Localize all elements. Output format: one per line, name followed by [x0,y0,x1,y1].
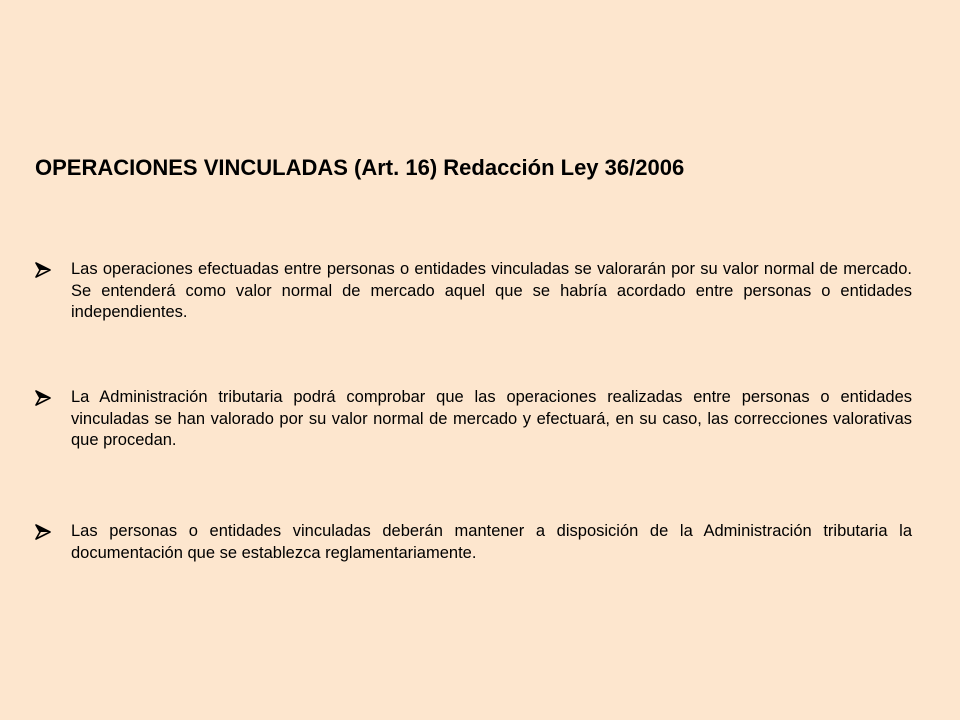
bullet-item [35,259,912,324]
arrow-bullet-icon [35,262,51,278]
arrow-bullet-icon [35,390,51,406]
bullet-text: Las personas o entidades vinculadas deberán mantener a disposición de la Administración tributaria la documentación que se establezca reglamentariamente. [71,522,912,562]
bullet-text: La Administración tributaria podrá comprobar que las operaciones realizadas entre personas o entidades vinculadas se han valorado por su valor normal de mercado y efectuará, en su caso, las correcciones valorativas que procedan. [71,388,912,449]
bullet-text: Las operaciones efectuadas entre personas o entidades vinculadas se valorarán por su valor normal de mercado. Se entenderá como valor normal de mercado aquel que se habría acordado entre personas o entidades independientes. [71,260,912,321]
slide-title: OPERACIONES VINCULADAS (Art. 16) Redacción Ley 36/2006 [35,155,685,180]
bullet-item [35,387,912,452]
arrow-bullet-icon [35,524,51,540]
bullet-item [35,521,912,564]
